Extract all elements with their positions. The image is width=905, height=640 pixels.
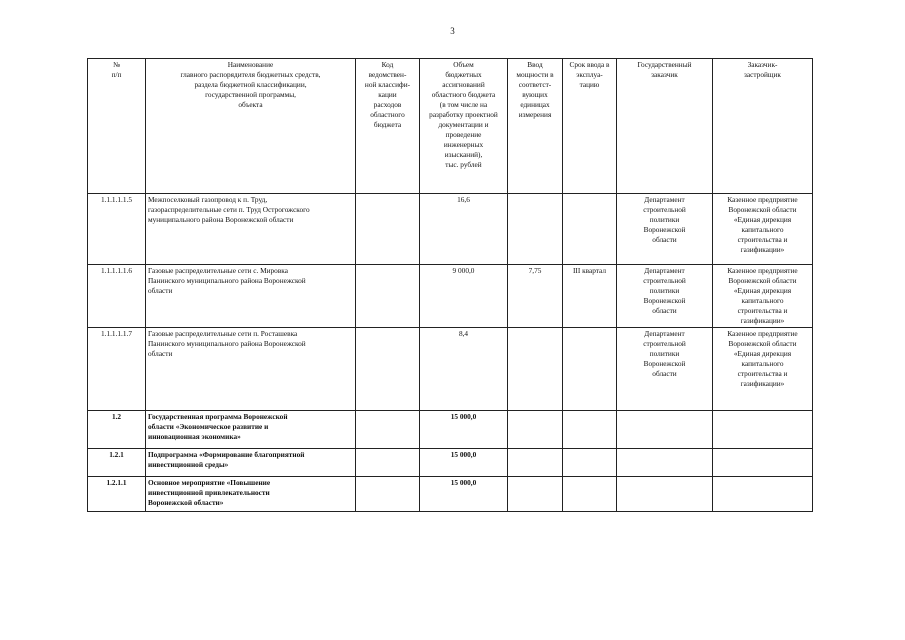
- row-developer: Казенное предприятие Воронежской области «Единая дирекция капитального строительства и газификации»: [713, 265, 813, 328]
- row-developer: [713, 449, 813, 477]
- row-code: [356, 411, 420, 449]
- row-developer: Казенное предприятие Воронежской области «Единая дирекция капитального строительства и газификации»: [713, 194, 813, 265]
- row-name: Подпрограмма «Формирование благоприятной инвестиционной среды»: [146, 449, 356, 477]
- row-volume: 8,4: [420, 328, 508, 411]
- row-capacity: [508, 194, 563, 265]
- row-capacity: 7,75: [508, 265, 563, 328]
- row-term: [563, 449, 617, 477]
- row-volume: 15 000,0: [420, 449, 508, 477]
- row-term: [563, 411, 617, 449]
- row-volume: 9 000,0: [420, 265, 508, 328]
- table-row: [88, 449, 813, 477]
- header-customer: Государственный заказчик: [617, 59, 713, 194]
- table-row: [88, 328, 813, 411]
- row-code: [356, 477, 420, 512]
- row-num: 1.1.1.1.1.6: [88, 265, 146, 328]
- row-code: [356, 328, 420, 411]
- row-num: 1.2.1: [88, 449, 146, 477]
- row-num: 1.2.1.1: [88, 477, 146, 512]
- row-customer: Департамент строительной политики Воронежской области: [617, 328, 713, 411]
- row-code: [356, 449, 420, 477]
- row-name: Межпоселковый газопровод к п. Труд, газораспределительные сети п. Труд Острогожского муниципального района Воронежской области: [146, 194, 356, 265]
- row-customer: [617, 449, 713, 477]
- row-customer: Департамент строительной политики Воронежской области: [617, 194, 713, 265]
- header-name: Наименование главного распорядителя бюджетных средств, раздела бюджетной классификации, государственной программы, объекта: [146, 59, 356, 194]
- row-term: [563, 328, 617, 411]
- page-number: 3: [450, 26, 455, 36]
- row-name: Газовые распределительные сети с. Мировка Панинского муниципального района Воронежской области: [146, 265, 356, 328]
- header-volume: Объем бюджетных ассигнований областного бюджета (в том числе на разработку проектной документации и проведение инженерных изысканий), тыс. рублей: [420, 59, 508, 194]
- row-capacity: [508, 328, 563, 411]
- row-customer: [617, 411, 713, 449]
- row-name: Основное мероприятие «Повышение инвестиционной привлекательности Воронежской области»: [146, 477, 356, 512]
- row-capacity: [508, 477, 563, 512]
- header-developer: Заказчик- застройщик: [713, 59, 813, 194]
- row-name: Газовые распределительные сети п. Росташевка Панинского муниципального района Воронежской области: [146, 328, 356, 411]
- table-header-row: [88, 59, 813, 194]
- header-capacity: Ввод мощности в соответст- вующих единицах измерения: [508, 59, 563, 194]
- row-customer: Департамент строительной политики Воронежской области: [617, 265, 713, 328]
- row-term: [563, 194, 617, 265]
- table-row: [88, 411, 813, 449]
- table-row: [88, 477, 813, 512]
- header-term: Срок ввода в эксплуа- тацию: [563, 59, 617, 194]
- row-code: [356, 265, 420, 328]
- row-volume: 15 000,0: [420, 477, 508, 512]
- header-code: Код ведомствен- ной классифи- кации расходов областного бюджета: [356, 59, 420, 194]
- row-customer: [617, 477, 713, 512]
- row-developer: [713, 477, 813, 512]
- row-num: 1.2: [88, 411, 146, 449]
- table-row: [88, 265, 813, 328]
- row-volume: 15 000,0: [420, 411, 508, 449]
- row-capacity: [508, 411, 563, 449]
- header-num: № п/п: [88, 59, 146, 194]
- row-term: III квартал: [563, 265, 617, 328]
- row-term: [563, 477, 617, 512]
- row-num: 1.1.1.1.1.5: [88, 194, 146, 265]
- row-code: [356, 194, 420, 265]
- budget-table: [87, 58, 813, 512]
- row-developer: [713, 411, 813, 449]
- row-name: Государственная программа Воронежской области «Экономическое развитие и инновационная экономика»: [146, 411, 356, 449]
- row-num: 1.1.1.1.1.7: [88, 328, 146, 411]
- table-row: [88, 194, 813, 265]
- row-volume: 16,6: [420, 194, 508, 265]
- row-capacity: [508, 449, 563, 477]
- row-developer: Казенное предприятие Воронежской области «Единая дирекция капитального строительства и газификации»: [713, 328, 813, 411]
